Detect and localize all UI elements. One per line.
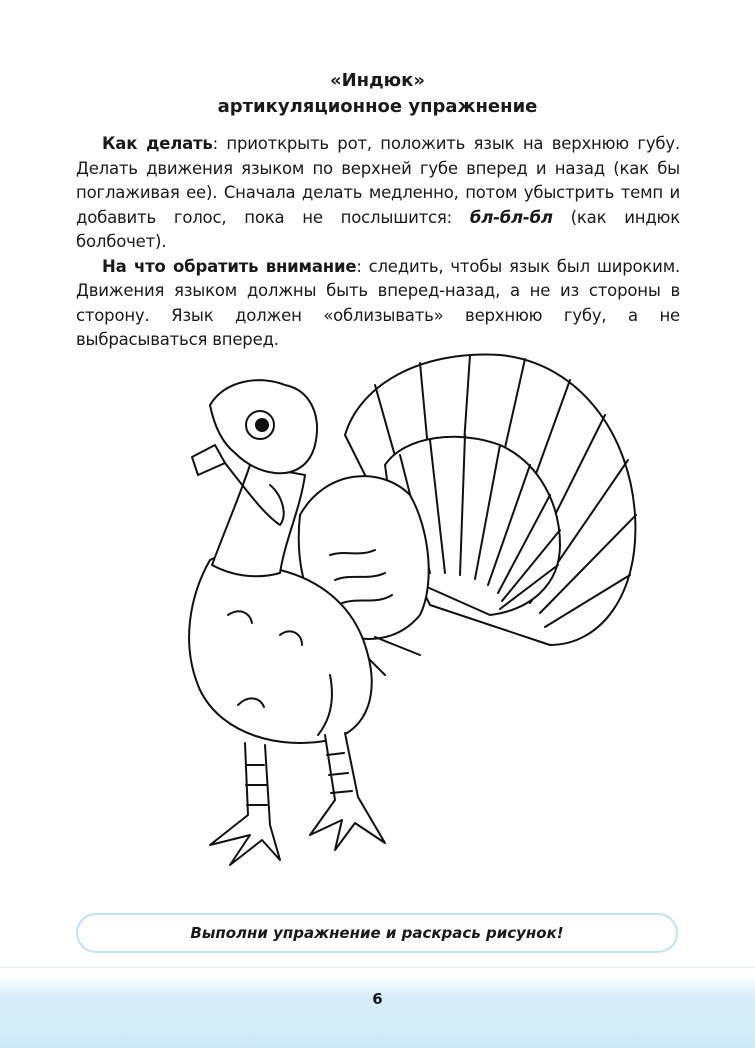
turkey-beak: [192, 445, 225, 475]
title-subtitle: артикуляционное упражнение: [217, 96, 538, 117]
attention-text: : следить, чтобы язык был широким. Движения языком должны быть вперед-назад, а не из стороны в сторону. Язык должен «облизывать» верхнюю губу, а не выбрасываться вперед.: [76, 256, 680, 349]
exercise-title: [0, 68, 755, 120]
how-text-2: (как индюк болбочет).: [76, 207, 680, 251]
how-label: Как делать: [102, 134, 213, 153]
sound-text: бл-бл-бл: [469, 207, 553, 227]
attention-label: На что обратить внимание: [102, 256, 357, 276]
turkey-eye: [256, 419, 268, 431]
footer-divider: [0, 967, 755, 968]
footer-band: [0, 975, 755, 1048]
page-number: 6: [372, 990, 383, 1008]
turkey-illustration: [130, 345, 650, 885]
turkey-neck: [212, 465, 305, 576]
instructions: [76, 132, 680, 353]
attention-paragraph: [76, 255, 680, 353]
callout-text: Выполни упражнение и раскрась рисунок!: [190, 924, 564, 942]
instruction-callout: [76, 913, 678, 953]
title-name: «Индюк»: [329, 70, 425, 91]
turkey-legs: [210, 733, 385, 865]
how-text-1: : приоткрыть рот, положить язык на верхнюю губу. Делать движения языком по верхней губе вперед и назад (как бы поглаживая ее). Сначала делать медленно, потом убыстрить темп и добавить голос, пока не послышится:: [76, 134, 681, 227]
how-to-paragraph: [76, 132, 680, 255]
